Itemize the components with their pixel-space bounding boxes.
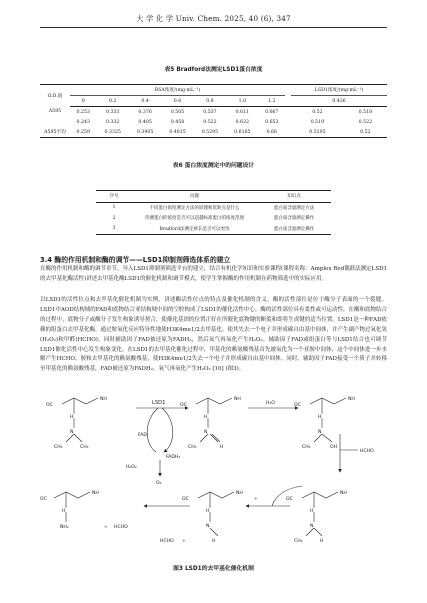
table5-bsa-level: 0.2 <box>97 96 129 107</box>
table5-bsa-header: BSA浓度/(mg·mL⁻¹) <box>70 85 285 96</box>
fad-label: FAD <box>138 433 147 438</box>
table-cell: 0.667 <box>265 109 279 115</box>
methyl-label: CH₃ <box>188 445 197 450</box>
paragraph: 在酶的作用机制和酶的调节章节，导入LSD1抑制剂筛选平台的建立，结合有机化学知识和实验课程(课程名称：Amplex Red偶联法测定LSD1的去甲基化酶活性)讲述去甲基化酶LSD1的催化机制和调节模式，使学生掌握酶的作用机制在药物筛选中的实际应用。 <box>40 266 387 282</box>
table5-lsd1-header: LSD1浓度/(mg·mL⁻¹) <box>291 85 387 96</box>
methyl-label: CH₃ <box>54 445 63 450</box>
table-cell: 0.243 <box>76 119 90 125</box>
table-cell: 0.518 <box>358 109 373 115</box>
atom-label: H <box>204 415 208 420</box>
atom-label: H <box>206 509 210 514</box>
table-cell: 0.537 <box>203 109 217 115</box>
formaldehyde-label: HCHO <box>114 525 128 530</box>
table-cell: 蛋白质含量测定操作 <box>273 216 315 222</box>
table-cell: 0.253 <box>76 109 90 115</box>
fadh2-label: FADH₂ <box>166 455 181 460</box>
table-cell: 0.332 <box>106 119 120 125</box>
table-cell: 待测蛋白的浓度是否可以超越标准蛋白的浓度范围 <box>145 216 244 222</box>
table-cell: 0.519 <box>310 119 325 125</box>
table-cell: 0.6165 <box>226 127 258 138</box>
residue-label: OC <box>180 403 187 408</box>
table-cell: 0.52 <box>344 127 387 138</box>
atom-label: H <box>70 415 74 420</box>
atom-label: N <box>318 430 322 435</box>
residue-label: OC <box>286 497 293 502</box>
table-cell: 1 <box>112 205 116 211</box>
residue-label: NH <box>236 491 243 496</box>
table-row <box>40 117 387 127</box>
amine-label: NH₂ <box>60 525 69 530</box>
residue-label: OC <box>182 497 189 502</box>
table6-header: 知识点 <box>257 191 331 203</box>
reaction-scheme <box>40 388 387 556</box>
table5-bsa-level: 1.0 <box>226 96 258 107</box>
plus-sign: + <box>254 497 258 502</box>
table-cell: 不同蛋白浓度测定方法的原理和优缺点是什么 <box>149 205 240 211</box>
atom-label: H <box>220 445 224 450</box>
table-row <box>40 127 387 138</box>
table5-header-row <box>40 85 387 96</box>
table5-bsa-level: 1.2 <box>259 96 286 107</box>
residue-label: OC <box>46 403 53 408</box>
table-row <box>40 107 387 118</box>
table-cell: 0.259 <box>70 127 97 138</box>
table-cell: 0.66 <box>259 127 286 138</box>
table5-caption: 表5 Bradford法测定LSD1蛋白浓度 <box>164 67 263 73</box>
table5-bsa-level: 0.8 <box>194 96 226 107</box>
table-cell: 0.505 <box>170 109 185 115</box>
table-cell: 0.333 <box>106 109 120 115</box>
atom-label: N <box>206 524 210 529</box>
table5-row-label: A595平均 <box>40 127 70 138</box>
table-cell: 蛋白质含量测定操作 <box>257 224 331 235</box>
table5-bsa-level: 0.4 <box>129 96 161 107</box>
table5-lsd1-overall: 0.436 <box>291 96 387 107</box>
residue-label: NH <box>234 397 241 402</box>
plus-sign: + <box>104 525 108 530</box>
formaldehyde-label: HCHO <box>160 539 174 544</box>
table-row <box>96 213 331 224</box>
formaldehyde-label: HCHO <box>360 449 374 454</box>
table-cell: 0.611 <box>235 109 250 115</box>
residue-label: OC <box>294 403 301 408</box>
table-cell: 0.653 <box>265 119 279 125</box>
table6 <box>96 190 331 235</box>
section-heading: 3.4 酶的作用机制和酶的调节——LSD1抑制剂筛选体系的建立 <box>40 256 231 264</box>
table5-row-label: A595 <box>48 109 62 115</box>
table-cell: 0.52 <box>312 109 323 115</box>
residue-label: OC <box>40 497 47 502</box>
table-cell: 0.458 <box>170 119 185 125</box>
atom-label: H <box>310 509 314 514</box>
running-head: 大 学 化 学 Univ. Chem. 2025, 40 (6), 347 <box>136 14 291 23</box>
table6-header: 序号 <box>96 191 132 203</box>
atom-label: H <box>62 509 66 514</box>
table5-od-header: O.D.值 <box>40 85 70 107</box>
methyl-label: CH₃ <box>294 539 303 544</box>
plus-sign: + <box>182 539 186 544</box>
residue-label: NH <box>92 491 99 496</box>
cofactor-cycle-path <box>147 408 158 452</box>
residue-label: NH <box>340 491 347 496</box>
table-cell: 0.405 <box>138 119 152 125</box>
paragraph: 以LSD1的活性位点和去甲基化催化机制为实例，讲述酶活性位点的特点及催化机制的含义。酶的活性部位是位于酶分子表面的一个裂缝。LSD1中AOD结构域的FAD和底物结合亚结构域中间的空腔构成了LSD1的催化活性中心。酶的活性部位具有柔性或可运动性，在酶和底物结合的过程中，底物分子或酶分子发生构象诱导契合，使催化基团的位置正好在所催化底物键的断裂和即将生成键的适当位置。LSD1是一种FAD依赖的组蛋白去甲基化酶，通过胺氧化反应特异性地使H3K4me1/2去甲基化。使其失去一个电子并形成碳自由基中间体，并产生副产物过氧化氢(H₂O₂)和甲醛(HCHO)。同时辅助因子FAD被还原为FADH₂，然后氧气再氧化产生H₂O₂。辅助因子FAD或组蛋白等与LSD1结合也可调节LSD1催化活性中心发生构象变化。在LSD1的去甲基化催化过程中，甲基化的赖氨酸残基首先被氧化为一个亚胺中间体，这个中间体进一步水解产生HCHO、胺和去甲基化的赖氨酸残基，使H3K4me1/2失去一个电子并形成碳自由基中间体。同时，辅助因子FAD接受一个质子并转移至甲基化的赖氨酸残基，FAD被还原为FADH₂，氧气再氧化产生H₂O₂ [10] (图3)。 <box>40 297 387 373</box>
table5 <box>40 84 387 138</box>
table5-subheader-row <box>40 96 387 107</box>
table5-row-label <box>40 117 70 127</box>
table-cell: 0.376 <box>138 109 152 115</box>
oxygen-label: O₂ <box>156 481 162 486</box>
table6-header-row <box>96 191 331 203</box>
table-cell: 0.3325 <box>97 127 129 138</box>
table-row <box>96 202 331 213</box>
residue-label: NH <box>348 397 355 402</box>
table-cell: Bradford法测定被长是否可以更改 <box>132 224 257 235</box>
table-cell: 0.522 <box>203 119 217 125</box>
table6-header: 问题 <box>132 191 257 203</box>
residue-label: NH <box>100 397 107 402</box>
peroxide-label: H₂O₂ <box>126 465 137 470</box>
table-cell: 0.5295 <box>194 127 226 138</box>
atom-label: H <box>320 539 324 544</box>
table-cell: 0.522 <box>358 119 373 125</box>
hydroxyl-label: OH <box>330 445 338 450</box>
methyl-label: CH₃ <box>302 445 311 450</box>
header-rule <box>40 27 387 28</box>
peptide-backbone <box>62 398 98 404</box>
table-cell: 2 <box>112 215 116 221</box>
atom-label: N <box>70 430 74 435</box>
table-cell: 3 <box>96 224 132 235</box>
table-row <box>96 224 331 235</box>
table-cell: 蛋白质含量测定方法 <box>273 205 315 211</box>
atom-label: N <box>204 430 208 435</box>
atom-label: N <box>310 524 314 529</box>
water-label: H₂O <box>266 401 275 406</box>
table-cell: 0.3905 <box>129 127 161 138</box>
enzyme-label: LSD1 <box>152 400 166 406</box>
cofactor-cycle-path <box>162 408 173 452</box>
table5-bsa-level: 0.6 <box>161 96 193 107</box>
table5-bsa-level: 0 <box>70 96 97 107</box>
methyl-label: CH₃ <box>80 445 89 450</box>
figure3-caption: 图3 LSD1的去甲基化催化机制 <box>173 566 254 572</box>
table6-caption: 表6 蛋白浓度测定中的问题设计 <box>172 163 255 169</box>
table-cell: 0.4815 <box>161 127 193 138</box>
atom-label: H <box>212 539 216 544</box>
atom-label: H <box>318 415 322 420</box>
table-cell: 0.622 <box>235 119 250 125</box>
table-cell: 0.5195 <box>291 127 344 138</box>
